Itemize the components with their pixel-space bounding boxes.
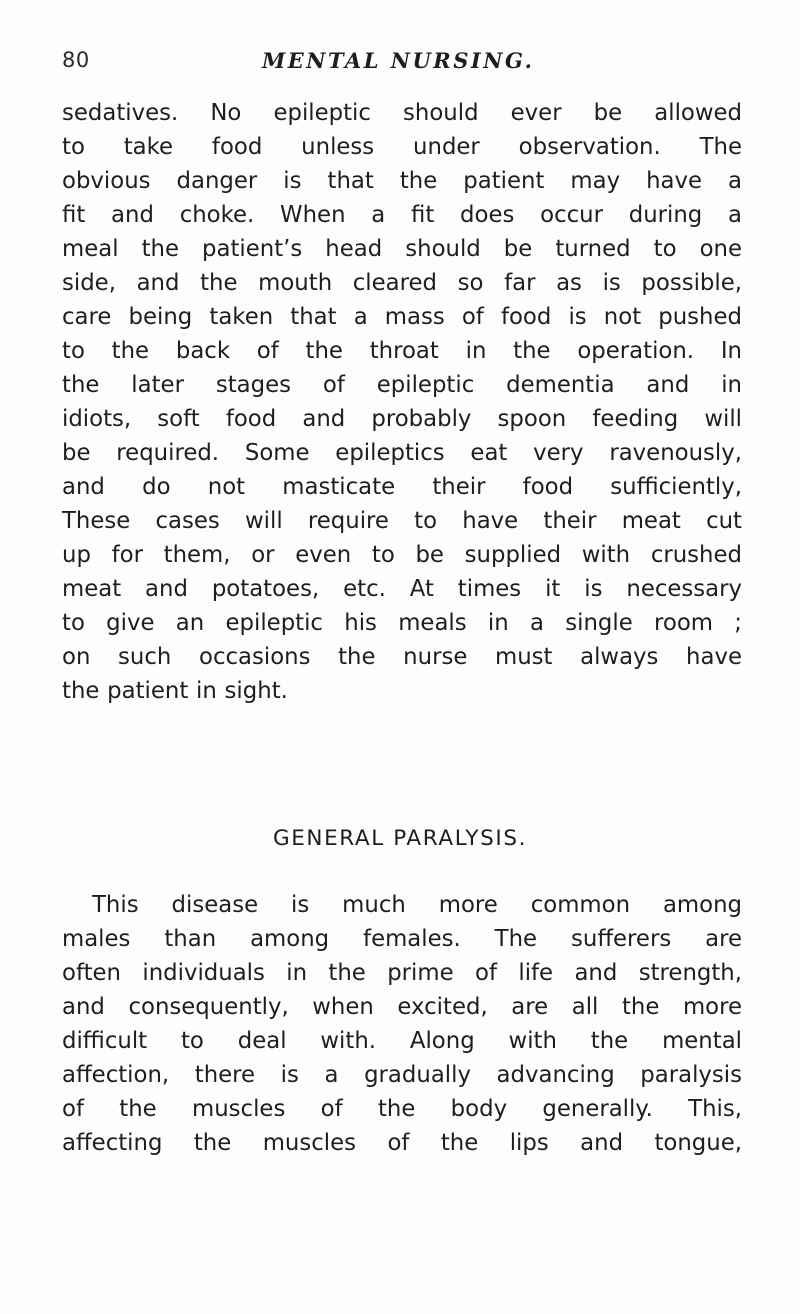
text-line: on such occasions the nurse must always have: [62, 644, 742, 670]
text-line: side, and the mouth cleared so far as is possible,: [62, 270, 742, 296]
text-line: the patient in sight.: [62, 678, 288, 704]
text-line: difficult to deal with. Along with the mental: [62, 1028, 742, 1054]
section-heading: GENERAL PARALYSIS.: [272, 826, 528, 851]
text-line: up for them, or even to be supplied with crushed: [62, 542, 742, 568]
text-line: to give an epileptic his meals in a single room ;: [62, 610, 742, 636]
text-line: males than among females. The sufferers are: [62, 926, 742, 952]
text-line: meal the patient’s head should be turned to one: [62, 236, 742, 262]
text-line: the later stages of epileptic dementia and in: [62, 372, 742, 398]
running-title: MENTAL NURSING.: [262, 48, 535, 73]
text-line: to take food unless under observation. The: [62, 134, 742, 160]
text-line: meat and potatoes, etc. At times it is necessary: [62, 576, 742, 602]
text-line: to the back of the throat in the operation. In: [62, 338, 742, 364]
text-line: idiots, soft food and probably spoon feeding will: [62, 406, 742, 432]
text-line: of the muscles of the body generally. This,: [62, 1096, 742, 1122]
text-line: be required. Some epileptics eat very ravenously,: [62, 440, 742, 466]
text-line: This disease is much more common among: [92, 892, 742, 918]
text-line: affection, there is a gradually advancing paralysis: [62, 1062, 742, 1088]
text-line: sedatives. No epileptic should ever be allowed: [62, 100, 742, 126]
page-header: [62, 48, 742, 82]
text-line: often individuals in the prime of life and strength,: [62, 960, 742, 986]
text-line: care being taken that a mass of food is not pushed: [62, 304, 742, 330]
text-line: and do not masticate their food sufficiently,: [62, 474, 742, 500]
text-line: These cases will require to have their meat cut: [62, 508, 742, 534]
text-line: fit and choke. When a fit does occur during a: [62, 202, 742, 228]
page-number: 80: [62, 48, 90, 72]
text-line: and consequently, when excited, are all the more: [62, 994, 742, 1020]
text-line: affecting the muscles of the lips and tongue,: [62, 1130, 742, 1156]
text-line: obvious danger is that the patient may have a: [62, 168, 742, 194]
